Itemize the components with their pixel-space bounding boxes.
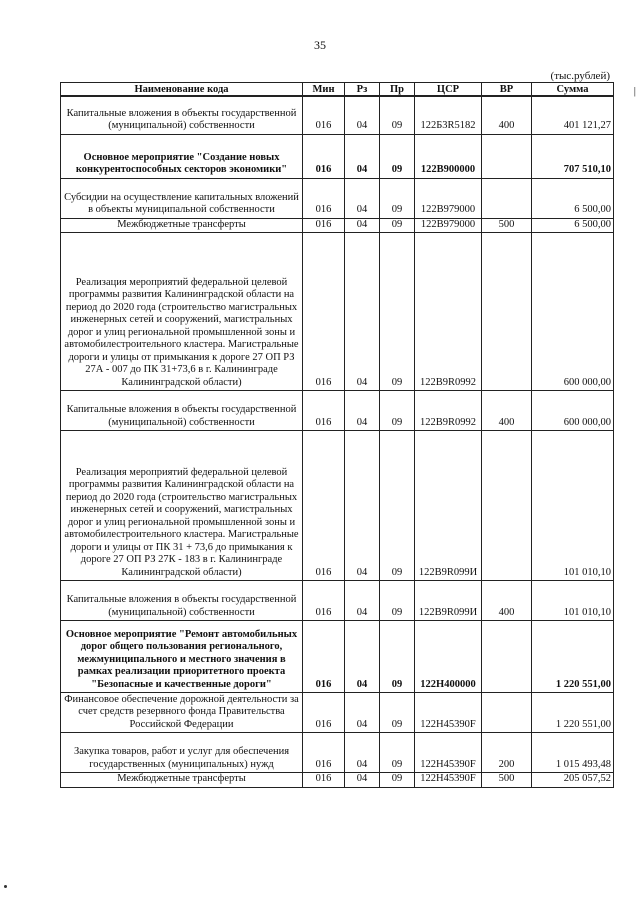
cell-rz: 04	[345, 218, 380, 233]
table-row	[61, 218, 614, 233]
header-rz: Рз	[345, 83, 380, 97]
cell-min: 016	[303, 693, 345, 733]
cell-min: 016	[303, 218, 345, 233]
cell-rz: 04	[345, 96, 380, 134]
cell-rz: 04	[345, 621, 380, 693]
header-min: Мин	[303, 83, 345, 97]
table-row	[61, 233, 614, 391]
cell-csr: 122В9R0992	[415, 233, 482, 391]
cell-vr	[482, 693, 532, 733]
cell-sum: 600 000,00	[532, 233, 614, 391]
cell-rz: 04	[345, 773, 380, 788]
cell-rz: 04	[345, 178, 380, 218]
table-row	[61, 178, 614, 218]
cell-rz: 04	[345, 391, 380, 431]
cell-name: Финансовое обеспечение дорожной деятельности за счет средств резервного фонда Правительства Российской Федерации	[61, 693, 303, 733]
cell-csr: 122Б3R5182	[415, 96, 482, 134]
cell-name: Межбюджетные трансферты	[61, 218, 303, 233]
table-row	[61, 581, 614, 621]
cell-rz: 04	[345, 134, 380, 178]
cell-name: Межбюджетные трансферты	[61, 773, 303, 788]
cell-min: 016	[303, 773, 345, 788]
table-body	[61, 96, 614, 787]
cell-min: 016	[303, 178, 345, 218]
cell-name: Основное мероприятие "Ремонт автомобильных дорог общего пользования регионального, межмуниципального и местного значения в рамках реализации приоритетного проекта "Безопасные и качественные дороги"	[61, 621, 303, 693]
header-csr: ЦСР	[415, 83, 482, 97]
cell-vr	[482, 134, 532, 178]
cell-csr: 122Н45390F	[415, 733, 482, 773]
cell-csr: 122Н400000	[415, 621, 482, 693]
cell-name: Капитальные вложения в объекты государственной (муниципальной) собственности	[61, 96, 303, 134]
cell-rz: 04	[345, 233, 380, 391]
cell-min: 016	[303, 134, 345, 178]
cell-vr: 500	[482, 218, 532, 233]
cell-csr: 122В979000	[415, 218, 482, 233]
cell-min: 016	[303, 733, 345, 773]
cell-csr: 122В979000	[415, 178, 482, 218]
cell-vr	[482, 431, 532, 581]
cell-sum: 600 000,00	[532, 391, 614, 431]
table-header-row	[61, 83, 614, 97]
cell-vr: 200	[482, 733, 532, 773]
cell-name: Закупка товаров, работ и услуг для обеспечения государственных (муниципальных) нужд	[61, 733, 303, 773]
cell-name: Реализация мероприятий федеральной целевой программы развития Калининградской области на период до 2020 года (строительство магистральных инженерных сетей и сооружений, магистральных дорог и улиц региональной промышленной зоны и автомобилестроительного кластера. Магистральные дороги и улицы от примыкания к дороге 27 ОП РЗ 27А - 007 до ПК 31+73,6 в г. Калининграде Калининградской области)	[61, 233, 303, 391]
cell-name: Реализация мероприятий федеральной целевой программы развития Калининградской области на период до 2020 года (строительство магистральных инженерных сетей и сооружений, магистральных дорог и улиц региональной промышленной зоны и автомобилестроительного кластера. Магистральные дороги и улицы от ПК 31 + 73,6 до примыкания к дороге 27 ОП РЗ 27К - 183 в г. Калининграде Калининградской области)	[61, 431, 303, 581]
cell-pr: 09	[380, 134, 415, 178]
table-row	[61, 431, 614, 581]
header-sum: Сумма	[532, 83, 614, 97]
cell-vr: 400	[482, 581, 532, 621]
cell-vr	[482, 178, 532, 218]
cell-name: Капитальные вложения в объекты государственной (муниципальной) собственности	[61, 581, 303, 621]
cell-vr: 500	[482, 773, 532, 788]
cell-rz: 04	[345, 693, 380, 733]
cell-pr: 09	[380, 581, 415, 621]
cell-sum: 101 010,10	[532, 581, 614, 621]
cell-min: 016	[303, 581, 345, 621]
side-mark: |	[633, 85, 636, 97]
units-label: (тыс.рублей)	[550, 70, 610, 82]
cell-pr: 09	[380, 431, 415, 581]
cell-sum: 707 510,10	[532, 134, 614, 178]
cell-vr: 400	[482, 96, 532, 134]
cell-sum: 1 015 493,48	[532, 733, 614, 773]
cell-pr: 09	[380, 391, 415, 431]
cell-min: 016	[303, 621, 345, 693]
page-number: 35	[314, 38, 326, 52]
table-row	[61, 391, 614, 431]
header-vr: ВР	[482, 83, 532, 97]
header-name: Наименование кода	[61, 83, 303, 97]
cell-name: Субсидии на осуществление капитальных вложений в объекты муниципальной собственности	[61, 178, 303, 218]
cell-sum: 6 500,00	[532, 218, 614, 233]
table-row	[61, 733, 614, 773]
cell-csr: 122В9R099И	[415, 431, 482, 581]
margin-dot	[4, 885, 7, 888]
cell-pr: 09	[380, 233, 415, 391]
cell-pr: 09	[380, 96, 415, 134]
table-row	[61, 773, 614, 788]
cell-pr: 09	[380, 178, 415, 218]
table-row	[61, 96, 614, 134]
table-row	[61, 693, 614, 733]
cell-csr: 122В9R099И	[415, 581, 482, 621]
cell-sum: 101 010,10	[532, 431, 614, 581]
table-row	[61, 621, 614, 693]
header-pr: Пр	[380, 83, 415, 97]
cell-csr: 122Н45390F	[415, 773, 482, 788]
cell-vr	[482, 621, 532, 693]
cell-csr: 122В9R0992	[415, 391, 482, 431]
cell-sum: 1 220 551,00	[532, 621, 614, 693]
cell-pr: 09	[380, 621, 415, 693]
cell-rz: 04	[345, 733, 380, 773]
cell-sum: 205 057,52	[532, 773, 614, 788]
cell-name: Основное мероприятие "Создание новых конкурентоспособных секторов экономики"	[61, 134, 303, 178]
cell-rz: 04	[345, 431, 380, 581]
cell-pr: 09	[380, 733, 415, 773]
cell-min: 016	[303, 391, 345, 431]
cell-name: Капитальные вложения в объекты государственной (муниципальной) собственности	[61, 391, 303, 431]
cell-min: 016	[303, 431, 345, 581]
cell-min: 016	[303, 233, 345, 391]
cell-vr: 400	[482, 391, 532, 431]
cell-pr: 09	[380, 693, 415, 733]
cell-csr: 122Н45390F	[415, 693, 482, 733]
cell-sum: 1 220 551,00	[532, 693, 614, 733]
cell-sum: 6 500,00	[532, 178, 614, 218]
cell-min: 016	[303, 96, 345, 134]
cell-pr: 09	[380, 218, 415, 233]
cell-sum: 401 121,27	[532, 96, 614, 134]
cell-vr	[482, 233, 532, 391]
cell-pr: 09	[380, 773, 415, 788]
cell-rz: 04	[345, 581, 380, 621]
cell-csr: 122В900000	[415, 134, 482, 178]
budget-table	[60, 82, 614, 788]
table-row	[61, 134, 614, 178]
